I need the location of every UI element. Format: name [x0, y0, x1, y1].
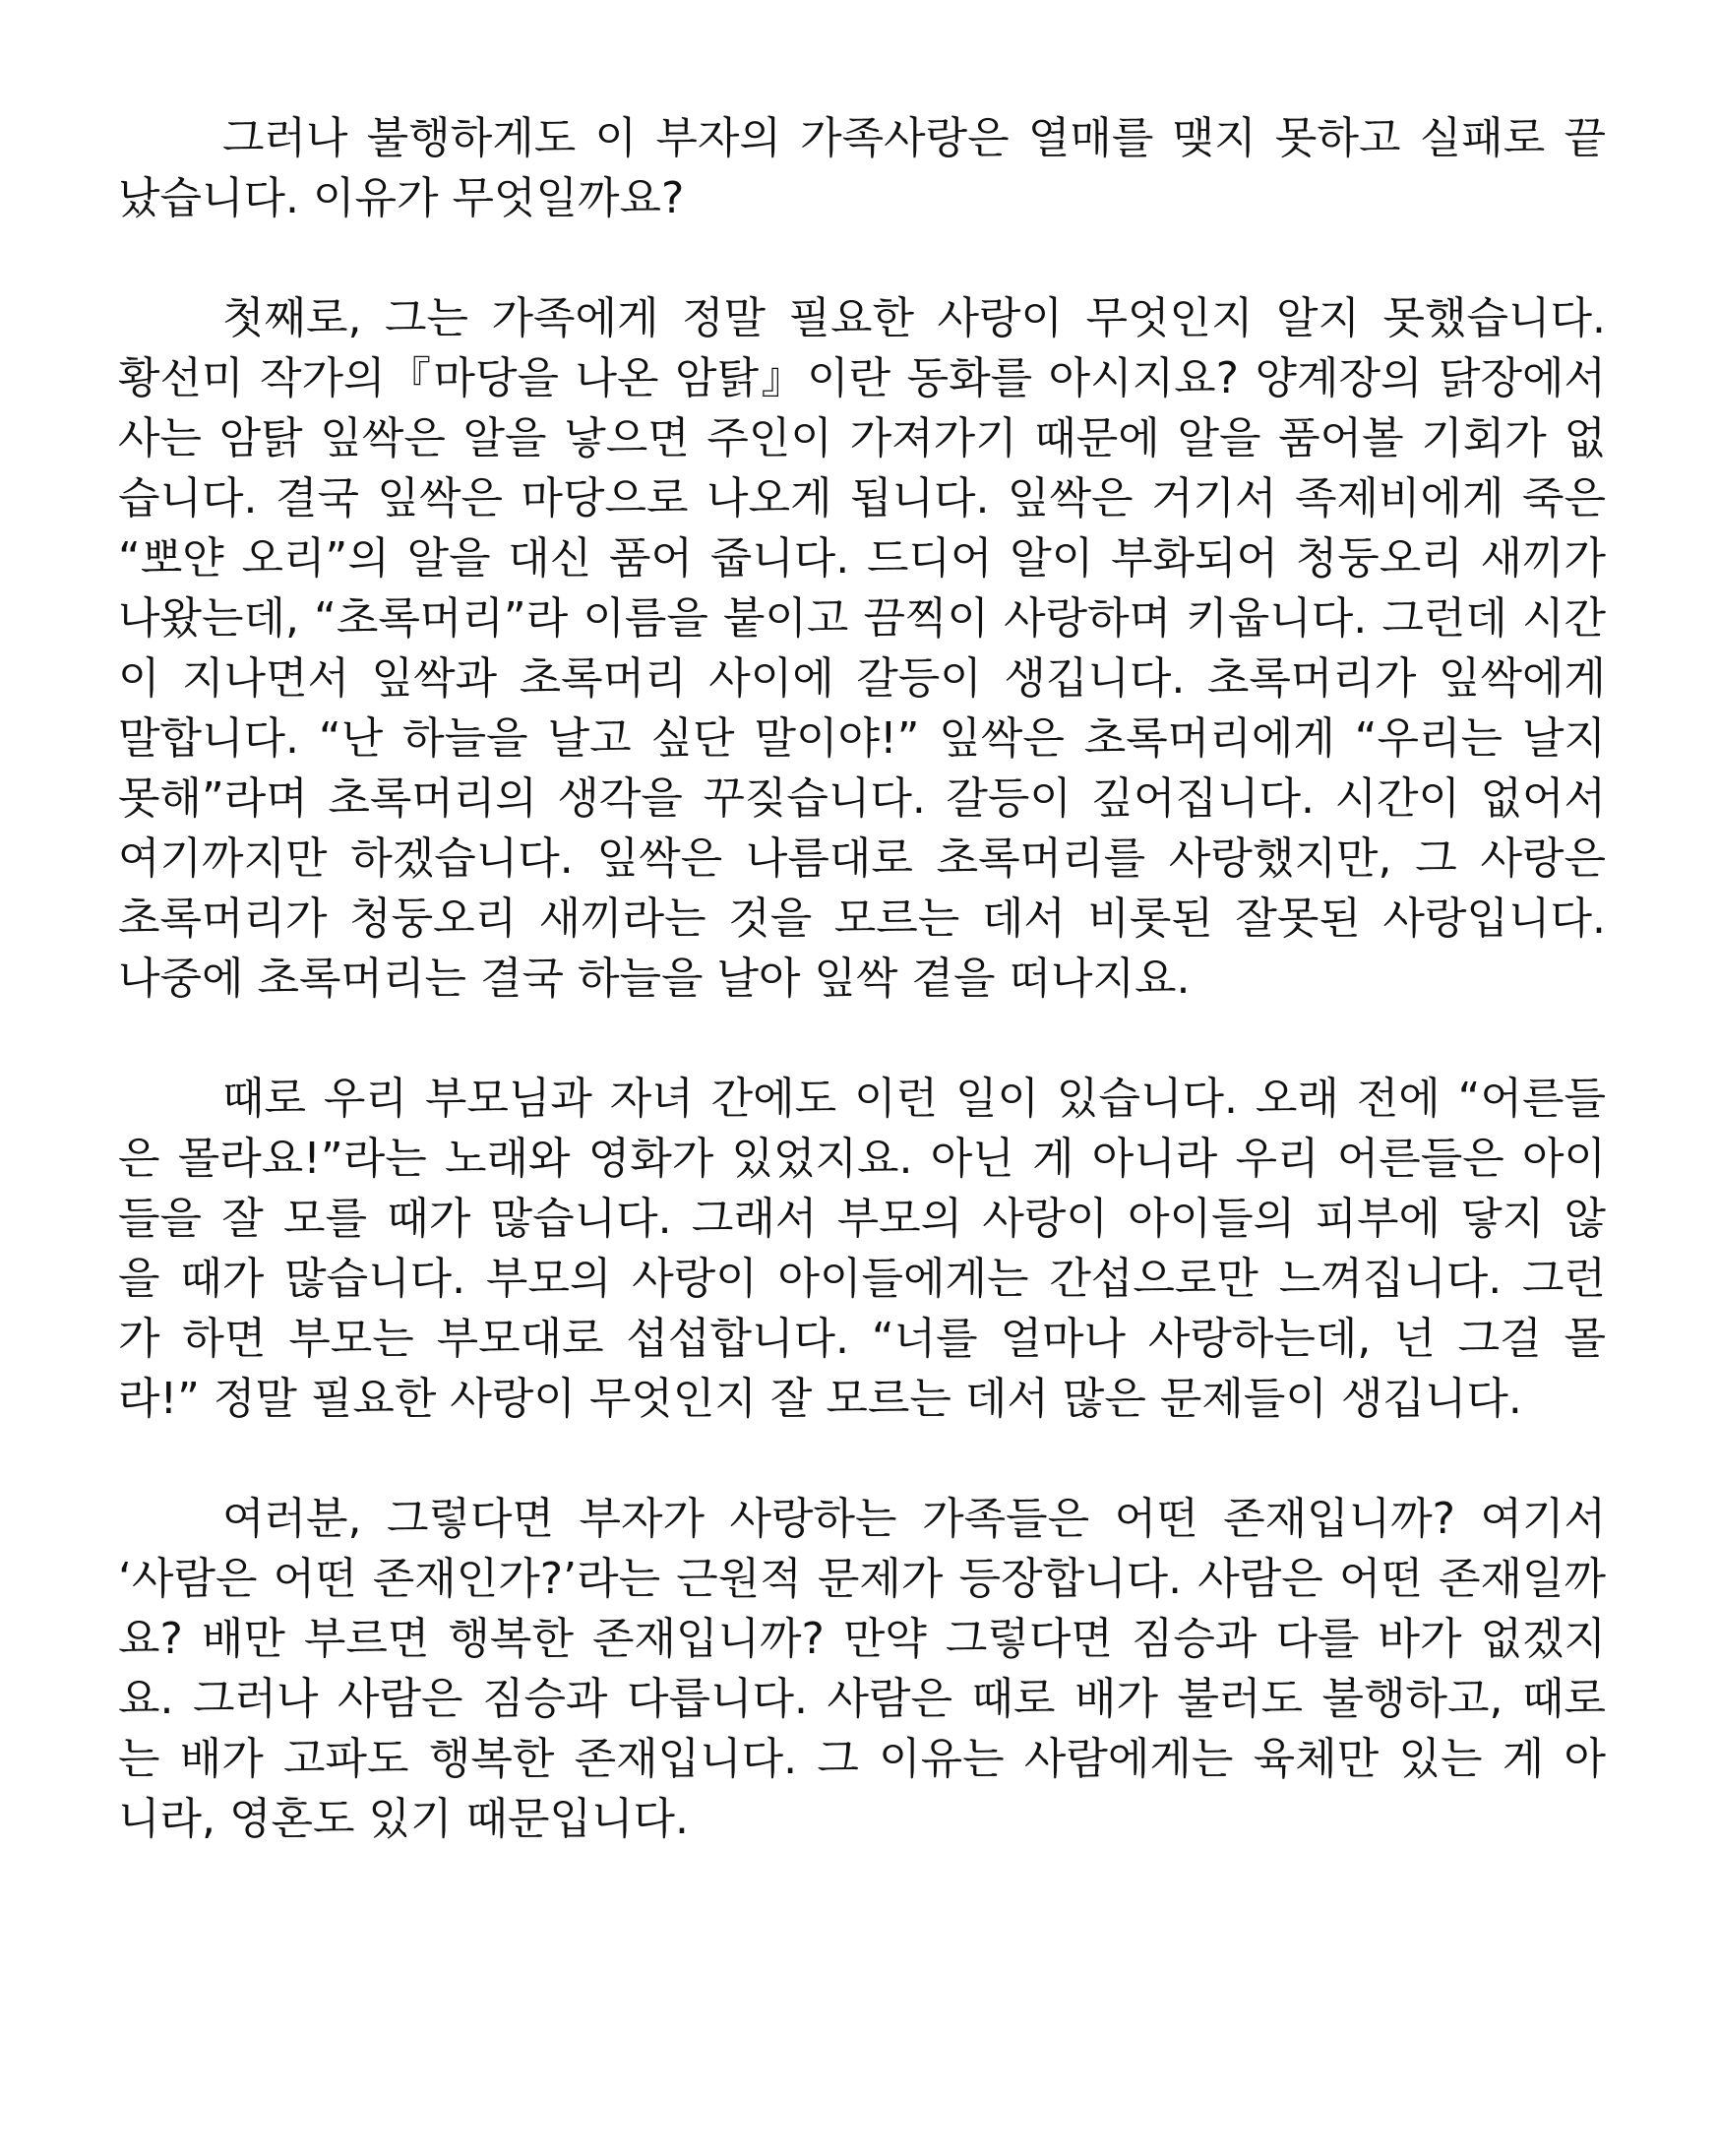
text-line: 그러나 불행하게도 이 부자의 가족사랑은 열매를 맺지 못하고 실패로 끝	[222, 113, 1606, 163]
text-line: 못해”라며 초록머리의 생각을 꾸짖습니다. 갈등이 깊어집니다. 시간이 없어서	[118, 773, 1606, 824]
text-line: 요. 그러나 사람은 짐승과 다릅니다. 사람은 때로 배가 불러도 불행하고, 때로	[118, 1674, 1606, 1724]
text-line: 나왔는데, “초록머리”라 이름을 붙이고 끔찍이 사랑하며 키웁니다. 그런데 시간	[118, 593, 1606, 644]
text-line: 습니다. 결국 잎싹은 마당으로 나오게 됩니다. 잎싹은 거기서 족제비에게 죽은	[118, 473, 1606, 524]
text-line: 여러분, 그렇다면 부자가 사랑하는 가족들은 어떤 존재입니까? 여기서	[222, 1494, 1606, 1544]
text-line: 때로 우리 부모님과 자녀 간에도 이런 일이 있습니다. 오래 전에 “어른들	[222, 1074, 1606, 1124]
text-line: 여기까지만 하겠습니다. 잎싹은 나름대로 초록머리를 사랑했지만, 그 사랑은	[118, 833, 1606, 884]
text-line: ‘사람은 어떤 존재인가?’라는 근원적 문제가 등장합니다. 사람은 어떤 존재일까	[118, 1554, 1606, 1604]
text-line: 을 때가 많습니다. 부모의 사랑이 아이들에게는 간섭으로만 느껴집니다. 그런	[118, 1254, 1606, 1304]
text-line: 는 배가 고파도 행복한 존재입니다. 그 이유는 사람에게는 육체만 있는 게 아	[118, 1734, 1606, 1784]
text-line: “뽀얀 오리”의 알을 대신 품어 줍니다. 드디어 알이 부화되어 청둥오리 새끼가	[118, 533, 1606, 584]
text-line: 났습니다. 이유가 무엇일까요?	[118, 173, 685, 223]
text-line: 나중에 초록머리는 결국 하늘을 날아 잎싹 곁을 떠나지요.	[118, 954, 1191, 1004]
text-line: 초록머리가 청둥오리 새끼라는 것을 모르는 데서 비롯된 잘못된 사랑입니다.	[118, 893, 1606, 944]
text-line: 이 지나면서 잎싹과 초록머리 사이에 갈등이 생깁니다. 초록머리가 잎싹에게	[118, 653, 1606, 704]
paragraph-3	[118, 1069, 1606, 1429]
text-line: 니라, 영혼도 있기 때문입니다.	[118, 1794, 689, 1844]
text-line: 요? 배만 부르면 행복한 존재입니까? 만약 그렇다면 짐승과 다를 바가 없겠지	[118, 1614, 1606, 1664]
text-line: 들을 잘 모를 때가 많습니다. 그래서 부모의 사랑이 아이들의 피부에 닿지 않	[118, 1194, 1606, 1244]
paragraph-4	[118, 1489, 1606, 1849]
text-line: 라!” 정말 필요한 사랑이 무엇인지 잘 모르는 데서 많은 문제들이 생깁니다.	[118, 1374, 1522, 1424]
text-line: 말합니다. “난 하늘을 날고 싶단 말이야!” 잎싹은 초록머리에게 “우리는 날지	[118, 713, 1607, 764]
document-page	[118, 108, 1606, 1849]
text-line: 은 몰라요!”라는 노래와 영화가 있었지요. 아닌 게 아니라 우리 어른들은 아이	[118, 1134, 1606, 1184]
text-line: 황선미 작가의『마당을 나온 암탉』이란 동화를 아시지요? 양계장의 닭장에서	[118, 353, 1606, 403]
text-line: 첫째로, 그는 가족에게 정말 필요한 사랑이 무엇인지 알지 못했습니다.	[222, 293, 1606, 343]
text-line: 가 하면 부모는 부모대로 섭섭합니다. “너를 얼마나 사랑하는데, 넌 그걸 몰	[118, 1314, 1606, 1364]
paragraph-1	[118, 108, 1606, 228]
text-line: 사는 암탉 잎싹은 알을 낳으면 주인이 가져가기 때문에 알을 품어볼 기회가 없	[118, 413, 1606, 463]
paragraph-2	[118, 288, 1606, 1009]
